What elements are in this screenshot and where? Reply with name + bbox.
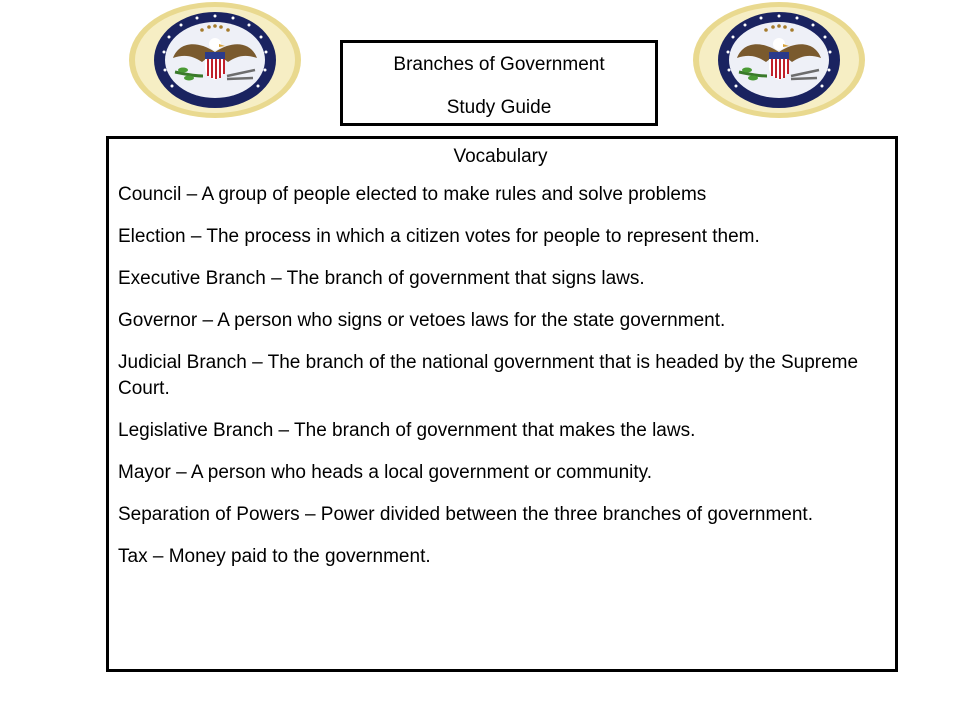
page-subtitle: Study Guide <box>446 97 552 118</box>
title-box <box>340 40 658 126</box>
vocabulary-list <box>118 182 883 570</box>
vocabulary-item-mayor: Mayor – A person who heads a local government or community. <box>118 462 653 483</box>
presidential-seal-left-icon <box>127 0 303 120</box>
vocabulary-item-tax: Tax – Money paid to the government. <box>118 546 431 567</box>
vocabulary-item-executive-branch: Executive Branch – The branch of government that signs laws. <box>118 268 645 289</box>
vocabulary-item-legislative-branch: Legislative Branch – The branch of government that makes the laws. <box>118 420 696 441</box>
presidential-seal-right-icon <box>691 0 867 120</box>
vocabulary-item-judicial-branch: Judicial Branch – The branch of the national government that is headed by the Supreme Court. <box>118 352 859 399</box>
page-title: Branches of Government <box>393 54 605 75</box>
vocabulary-heading: Vocabulary <box>453 146 548 167</box>
vocabulary-box <box>106 136 898 672</box>
vocabulary-item-election: Election – The process in which a citizen votes for people to represent them. <box>118 226 760 247</box>
vocabulary-item-governor: Governor – A person who signs or vetoes laws for the state government. <box>118 310 726 331</box>
vocabulary-item-council: Council – A group of people elected to make rules and solve problems <box>118 184 707 205</box>
vocabulary-item-separation-of-powers: Separation of Powers – Power divided between the three branches of government. <box>118 504 813 525</box>
